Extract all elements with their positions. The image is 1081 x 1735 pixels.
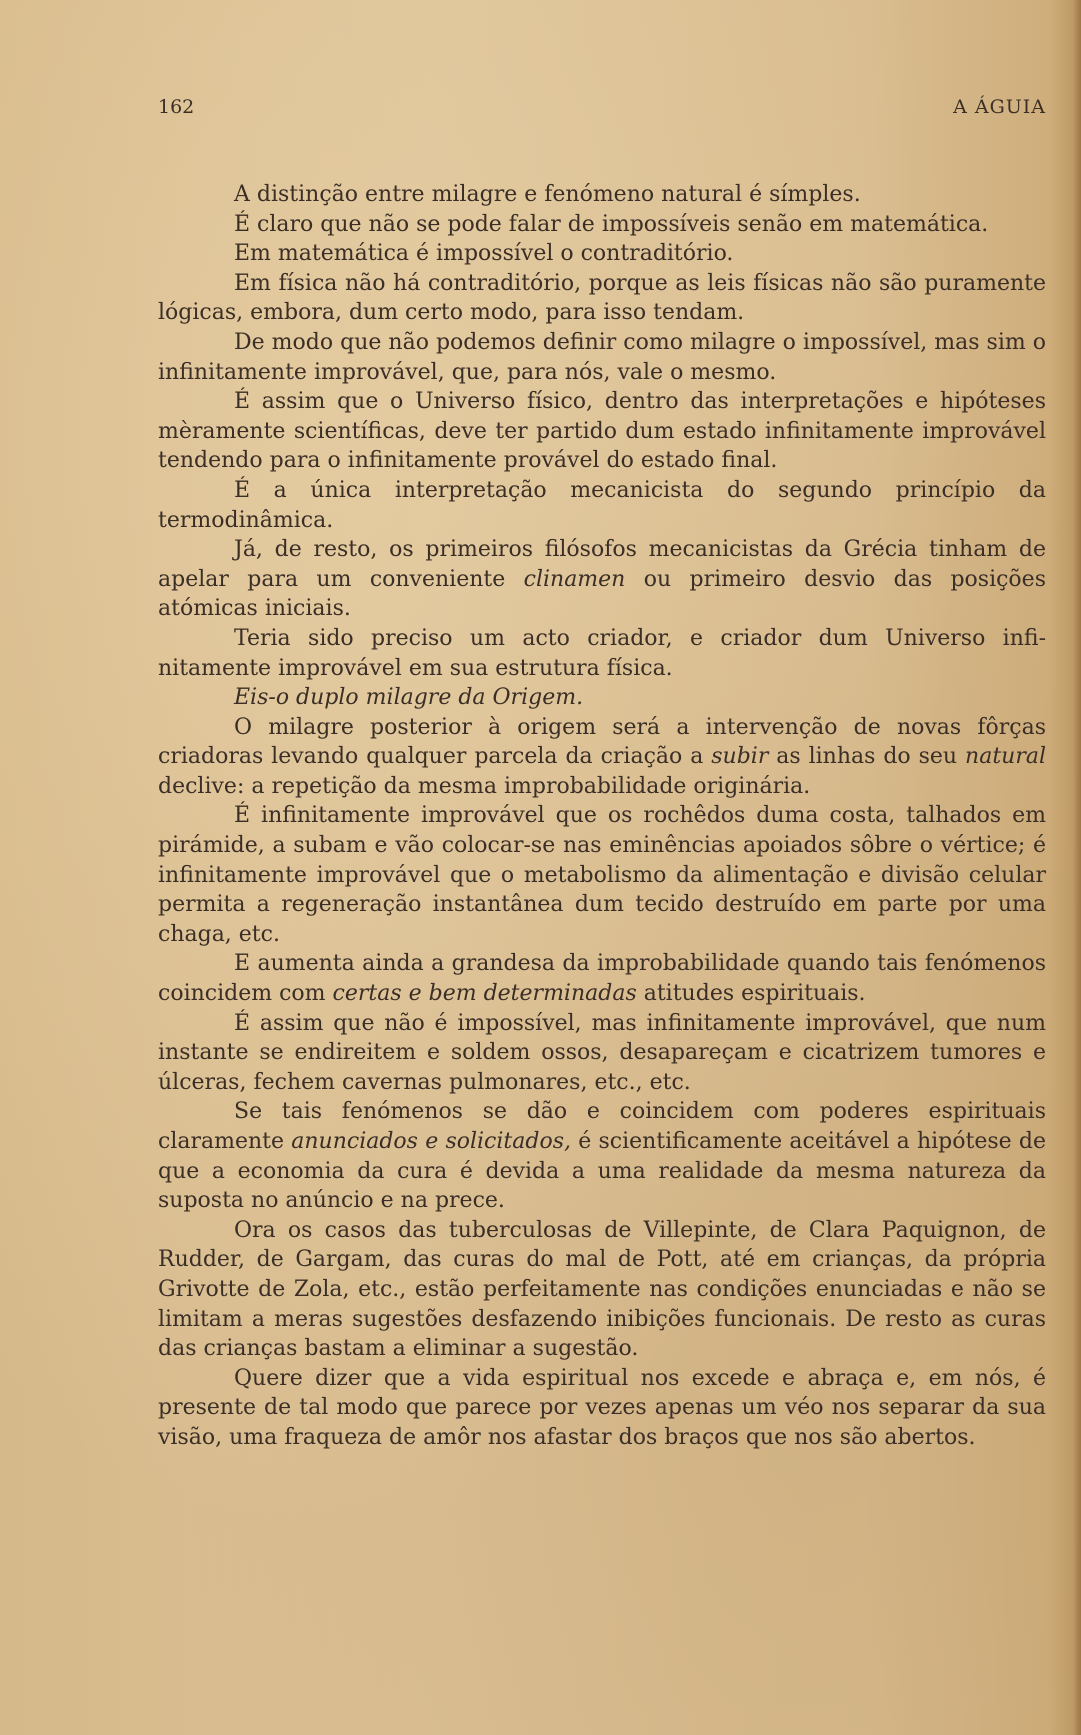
text-run: atitudes espirituais. [636, 981, 866, 1007]
text-run: E aumenta ainda a grandesa da improbabilidade quando tais fenómenos coincidem com [158, 951, 1046, 1007]
paragraph [158, 1097, 1046, 1215]
italic-text: natural [965, 744, 1046, 770]
text-run: as linhas do seu [768, 744, 966, 770]
text-run: É claro que não se pode falar de impossíveis senão em matemática. [234, 211, 989, 237]
paragraph [158, 328, 1046, 387]
paragraph [158, 476, 1046, 535]
italic-text: anunciados e solicitados, [291, 1129, 571, 1154]
italic-text: subir [711, 744, 769, 770]
text-run: A distinção entre milagre e fenómeno natural é símples. [234, 182, 861, 207]
text-run: É a única interpretação mecanicista do segundo princípio da termodinâmica. [158, 477, 1046, 533]
text-run: Teria sido preciso um acto criador, e criador dum Universo infinitamente improvável em sua estrutura física. [158, 625, 1046, 681]
paragraph [158, 683, 1046, 713]
text-run: ou primeiro desvio das posições atómicas iniciais. [158, 566, 1046, 622]
paragraph [158, 269, 1046, 328]
text-run: É infinitamente improvável que os rochêdos duma costa, talhados em pirámide, a subam e vão colocar-se nas eminências apoiados sôbre o vértice; é infinitamente improvável que o metabolismo da alimentação e divisão celular permita a regeneração instantânea dum tecido destruído em parte por uma chaga, etc. [158, 803, 1046, 947]
paragraph [158, 1364, 1046, 1453]
paragraph [158, 535, 1046, 624]
italic-text: certas e bem determinadas [332, 981, 637, 1007]
text-run: Já, de resto, os primeiros filósofos mecanicistas da Grécia tinham de apelar para um conveniente [158, 537, 1046, 592]
paragraph [158, 239, 1046, 269]
paragraph [158, 180, 1046, 210]
page-header [158, 96, 1046, 126]
page-edge-shadow [1073, 0, 1081, 1735]
text-run: De modo que não podemos definir como milagre o impossível, mas sim o infinitamente improvável, que, para nós, vale o mesmo. [158, 329, 1046, 385]
text-run: Se tais fenómenos se dão e coincidem com poderes espirituais claramente [158, 1099, 1046, 1154]
body-text [158, 180, 1046, 1453]
paragraph [158, 387, 1046, 476]
paragraph [158, 949, 1046, 1008]
text-run: declive: a repetição da mesma improbabilidade originária. [158, 773, 811, 799]
text-run: Quere dizer que a vida espiritual nos excede e abraça e, em nós, é presente de tal modo que parece por vezes apenas um véo nos separar da sua visão, uma fraqueza de amôr nos afastar dos braços que nos são abertos. [158, 1365, 1046, 1450]
paragraph [158, 1216, 1046, 1364]
text-run: Ora os casos das tuberculosas de Villepinte, de Clara Paquignon, de Rudder, de Gargam, das curas do mal de Pott, até em crianças, da própria Grivotte de Zola, etc., estão perfeitamente nas condições enunciadas e não se limitam a meras sugestões desfazendo inibições funcionais. De resto as curas das crianças bastam a eliminar a sugestão. [158, 1217, 1046, 1362]
paragraph [158, 1009, 1046, 1098]
italic-text: clinamen [523, 566, 626, 592]
text-run: O milagre posterior à origem será a intervenção de novas fôrças criadoras levando qualquer parcela da criação a [158, 714, 1046, 770]
running-head: A ÁGUIA [953, 96, 1046, 118]
paragraph [158, 624, 1046, 683]
paragraph [158, 210, 1046, 240]
text-run: É assim que não é impossível, mas infinitamente improvável, que num instante se endireitem e soldem ossos, desapareçam e cicatrizem tumores e úlceras, fechem cavernas pulmonares, etc., etc. [158, 1010, 1046, 1095]
text-run: É assim que o Universo físico, dentro das interpretações e hipóteses mèramente scientíficas, deve ter partido dum estado infinitamente improvável tendendo para o infinitamente provável do estado final. [158, 389, 1046, 474]
text-run: é scientificamente aceitável a hipótese de que a economia da cura é devida a uma realidade da mesma natureza da suposta no anúncio e na prece. [158, 1129, 1046, 1214]
italic-text: Eis-o duplo milagre da Origem. [234, 685, 584, 711]
text-run: Em matemática é impossível o contraditório. [234, 241, 734, 267]
paragraph [158, 713, 1046, 802]
paragraph [158, 801, 1046, 949]
page-number: 162 [158, 96, 195, 118]
text-run: Em física não há contraditório, porque as leis físicas não são puramente lógicas, embora, dum certo modo, para isso tendam. [158, 270, 1046, 326]
